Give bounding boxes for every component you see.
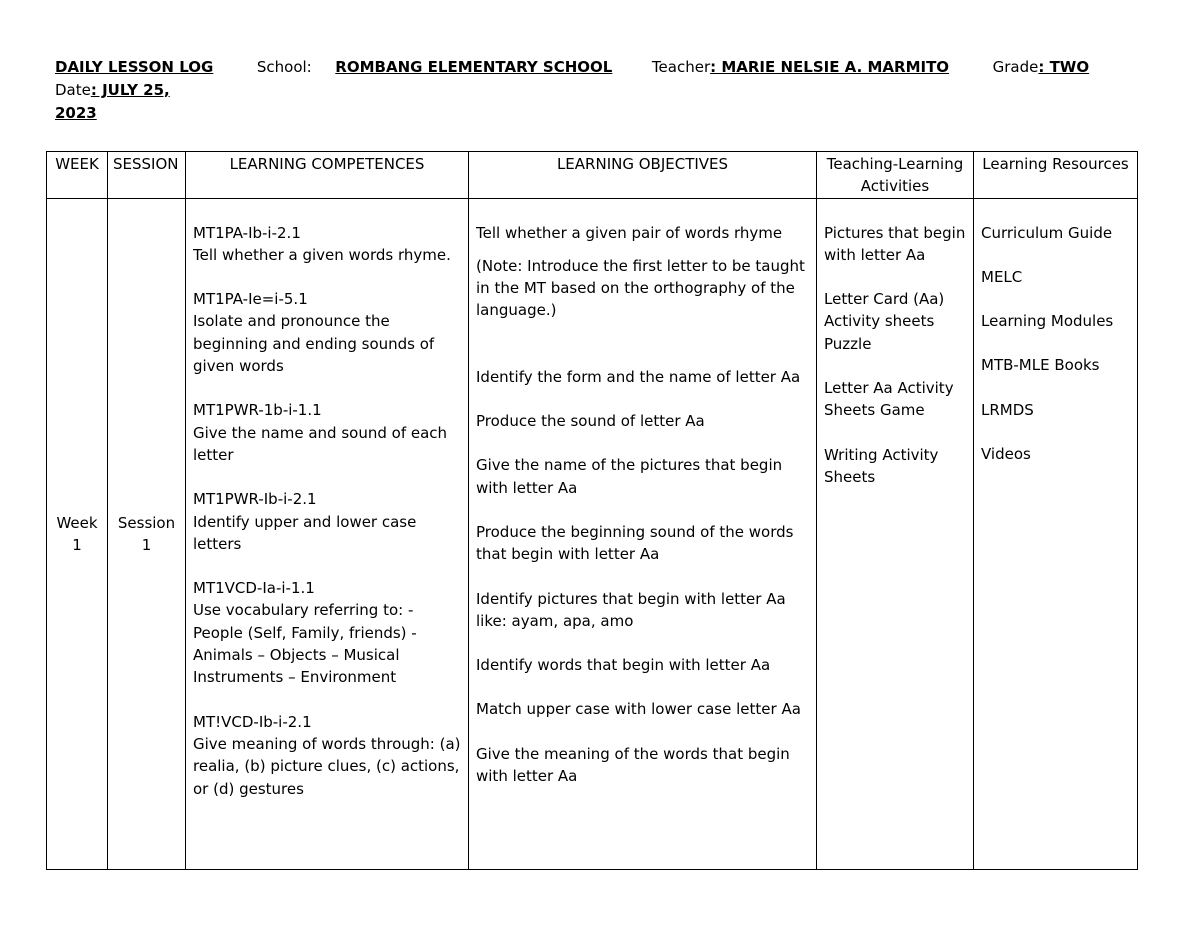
column-header-activities: Teaching-Learning Activities	[817, 152, 974, 199]
objective-note: (Note: Introduce the first letter to be taught in the MT based on the orthography of the language.)	[476, 256, 805, 320]
resource-item: MELC	[981, 267, 1023, 286]
column-header-week: WEEK	[47, 152, 108, 199]
competence-text: Use vocabulary referring to: - People (Self, Family, friends) - Animals – Objects – Musical Instruments – Environment	[193, 601, 417, 687]
column-header-resources: Learning Resources	[974, 152, 1138, 199]
competence-code: MT1PA-Ie=i-5.1	[193, 290, 308, 309]
objective-item: Match upper case with lower case letter Aa	[476, 700, 801, 719]
resources-cell	[974, 198, 1138, 869]
competence-code: MT!VCD-Ib-i-2.1	[193, 712, 312, 731]
competence-text: Isolate and pronounce the beginning and ending sounds of given words	[193, 312, 435, 376]
date-label: Date	[55, 81, 91, 99]
column-header-objectives: LEARNING OBJECTIVES	[469, 152, 817, 199]
competence-text: Identify upper and lower case letters	[193, 512, 417, 553]
activity-item: Letter Aa Activity Sheets Game	[824, 379, 954, 420]
competence-text: Give the name and sound of each letter	[193, 423, 448, 464]
school-value: ROMBANG ELEMENTARY SCHOOL	[335, 58, 613, 76]
competences-cell	[186, 198, 469, 869]
competence-code: MT1PWR-Ib-i-2.1	[193, 490, 317, 509]
objective-item: Tell whether a given pair of words rhyme	[476, 223, 783, 242]
objective-item: Identify words that begin with letter Aa	[476, 656, 771, 675]
document-header	[55, 56, 1145, 125]
date-value: : JULY 25,	[90, 81, 170, 99]
grade-label: Grade	[992, 58, 1039, 76]
objective-item: Produce the sound of letter Aa	[476, 412, 705, 431]
column-header-session: SESSION	[108, 152, 186, 199]
competence-item	[193, 288, 461, 377]
activity-item: Pictures that begin with letter Aa	[824, 223, 966, 264]
resource-item: MTB-MLE Books	[981, 356, 1100, 375]
competence-item	[193, 488, 461, 555]
teacher-label: Teacher	[651, 58, 711, 76]
grade-value: : TWO	[1038, 58, 1090, 76]
school-label: School:	[256, 58, 312, 76]
objective-item: Give the meaning of the words that begin with letter Aa	[476, 744, 790, 786]
competence-item	[193, 222, 461, 267]
teacher-value: : MARIE NELSIE A. MARMITO	[710, 58, 950, 76]
log-title: DAILY LESSON LOG	[55, 58, 214, 76]
resource-item: Learning Modules	[981, 312, 1114, 331]
activity-item: Letter Card (Aa) Activity sheets Puzzle	[824, 290, 945, 353]
session-cell: Session 1	[108, 198, 186, 869]
objective-item: Produce the beginning sound of the words that begin with letter Aa	[476, 522, 794, 564]
resource-item: Curriculum Guide	[981, 223, 1113, 242]
table-header-row	[47, 152, 1138, 199]
competence-text: Tell whether a given words rhyme.	[193, 245, 451, 264]
competence-item	[193, 577, 461, 688]
objectives-cell	[469, 198, 817, 869]
activities-cell	[817, 198, 974, 869]
competence-item	[193, 399, 461, 466]
column-header-competences: LEARNING COMPETENCES	[186, 152, 469, 199]
resource-item: Videos	[981, 445, 1031, 464]
competence-text: Give meaning of words through: (a) realia, (b) picture clues, (c) actions, or (d) gestures	[193, 734, 461, 798]
table-row	[47, 198, 1138, 869]
week-cell: Week 1	[47, 198, 108, 869]
objective-item: Give the name of the pictures that begin with letter Aa	[476, 456, 783, 497]
competence-code: MT1PA-Ib-i-2.1	[193, 223, 301, 242]
resource-item: LRMDS	[981, 400, 1034, 419]
competence-code: MT1VCD-Ia-i-1.1	[193, 579, 315, 598]
competence-item	[193, 711, 461, 800]
objective-item: Identify pictures that begin with letter Aa like: ayam, apa, amo	[476, 589, 786, 630]
activity-item: Writing Activity Sheets	[824, 445, 939, 486]
competence-code: MT1PWR-1b-i-1.1	[193, 401, 322, 420]
objective-item: Identify the form and the name of letter Aa	[476, 367, 801, 386]
lesson-log-table	[46, 151, 1138, 870]
date-year: 2023	[55, 104, 97, 122]
